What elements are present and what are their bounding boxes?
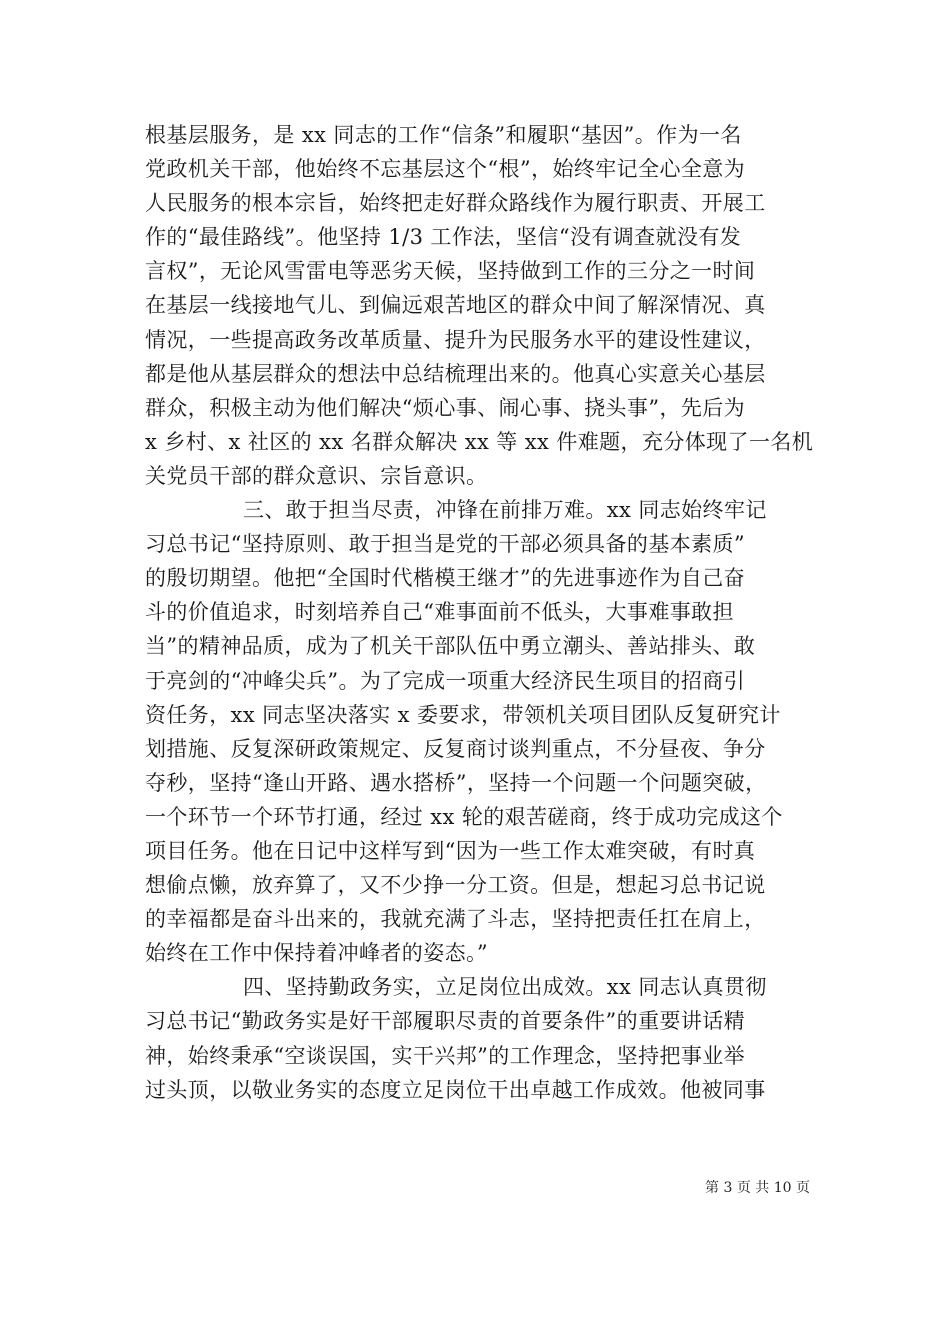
text-line: 过头顶，以敬业务实的态度立足岗位干出卓越工作成效。他被同事 <box>145 1077 766 1102</box>
text-line: 习总书记“坚持原则、敢于担当是党的干部必须具备的基本素质” <box>145 532 746 557</box>
text-line: 神，始终秉承“空谈误国，实干兴邦”的工作理念，坚持把事业举 <box>145 1043 746 1068</box>
text-line: 人民服务的根本宗旨，始终把走好群众路线作为履行职责、开展工 <box>145 191 766 216</box>
text-line: 都是他从基层群众的想法中总结梳理出来的。他真心实意关心基层 <box>145 361 766 386</box>
text-line: 根基层服务，是 xx 同志的工作“信条”和履职“基因”。作为一名 <box>145 123 742 147</box>
text-line: 斗的价值追求，时刻培养自己“难事面前不低头，大事难事敢担 <box>145 600 734 625</box>
text-line: 作的“最佳路线”。他坚持 1/3 工作法，坚信“没有调查就没有发 <box>145 225 742 250</box>
text-line: 群众，积极主动为他们解决“烦心事、闹心事、挠头事”，先后为 <box>145 395 746 420</box>
text-line: 的殷切期望。他把“全国时代楷模王继才”的先进事迹作为自己奋 <box>145 566 746 591</box>
text-line: 想偷点懒，放弃算了，又不少挣一分工资。但是，想起习总书记说 <box>145 873 766 898</box>
text-line: 习总书记“勤政务实是好干部履职尽责的首要条件”的重要讲话精 <box>145 1009 746 1034</box>
text-line: 于亮剑的“冲峰尖兵”。为了完成一项重大经济民生项目的招商引 <box>145 668 746 693</box>
text-line: 始终在工作中保持着冲峰者的姿态。” <box>145 941 489 966</box>
section-heading-line: 四、坚持勤政务实，立足岗位出成效。xx 同志认真贯彻 <box>243 975 767 1000</box>
text-line: 党政机关干部，他始终不忘基层这个“根”，始终牢记全心全意为 <box>145 157 746 182</box>
text-line: 当”的精神品质，成为了机关干部队伍中勇立潮头、善站排头、敢 <box>145 634 756 659</box>
text-line: x 乡村、x 社区的 xx 名群众解决 xx 等 xx 件难题，充分体现了一名机 <box>145 429 814 454</box>
text-line: 一个环节一个环节打通，经过 xx 轮的艰苦磋商，终于成功完成这个 <box>145 804 783 829</box>
text-line: 资任务，xx 同志坚决落实 x 委要求，带领机关项目团队反复研究计 <box>145 702 781 727</box>
page-number-footer: 第 3 页 共 10 页 <box>705 1180 810 1196</box>
text-line: 关党员干部的群众意识、宗旨意识。 <box>145 463 488 488</box>
text-line: 项目任务。他在日记中这样写到“因为一些工作太难突破，有时真 <box>145 838 756 863</box>
body-text <box>145 118 814 1107</box>
text-line: 情况，一些提高政务改革质量、提升为民服务水平的建设性建议， <box>145 327 766 352</box>
text-line: 的幸福都是奋斗出来的，我就充满了斗志，坚持把责任扛在肩上， <box>145 907 766 932</box>
section-heading-line: 三、敢于担当尽责，冲锋在前排万难。xx 同志始终牢记 <box>243 498 767 523</box>
text-line: 在基层一线接地气儿、到偏远艰苦地区的群众中间了解深情况、真 <box>145 293 766 318</box>
text-line: 夺秒，坚持“逢山开路、遇水搭桥”，坚持一个问题一个问题突破， <box>145 770 767 795</box>
text-line: 划措施、反复深研政策规定、反复商讨谈判重点，不分昼夜、争分 <box>145 736 766 761</box>
text-line: 言权”，无论风雪雷电等恶劣天候，坚持做到工作的三分之一时间 <box>145 259 756 284</box>
